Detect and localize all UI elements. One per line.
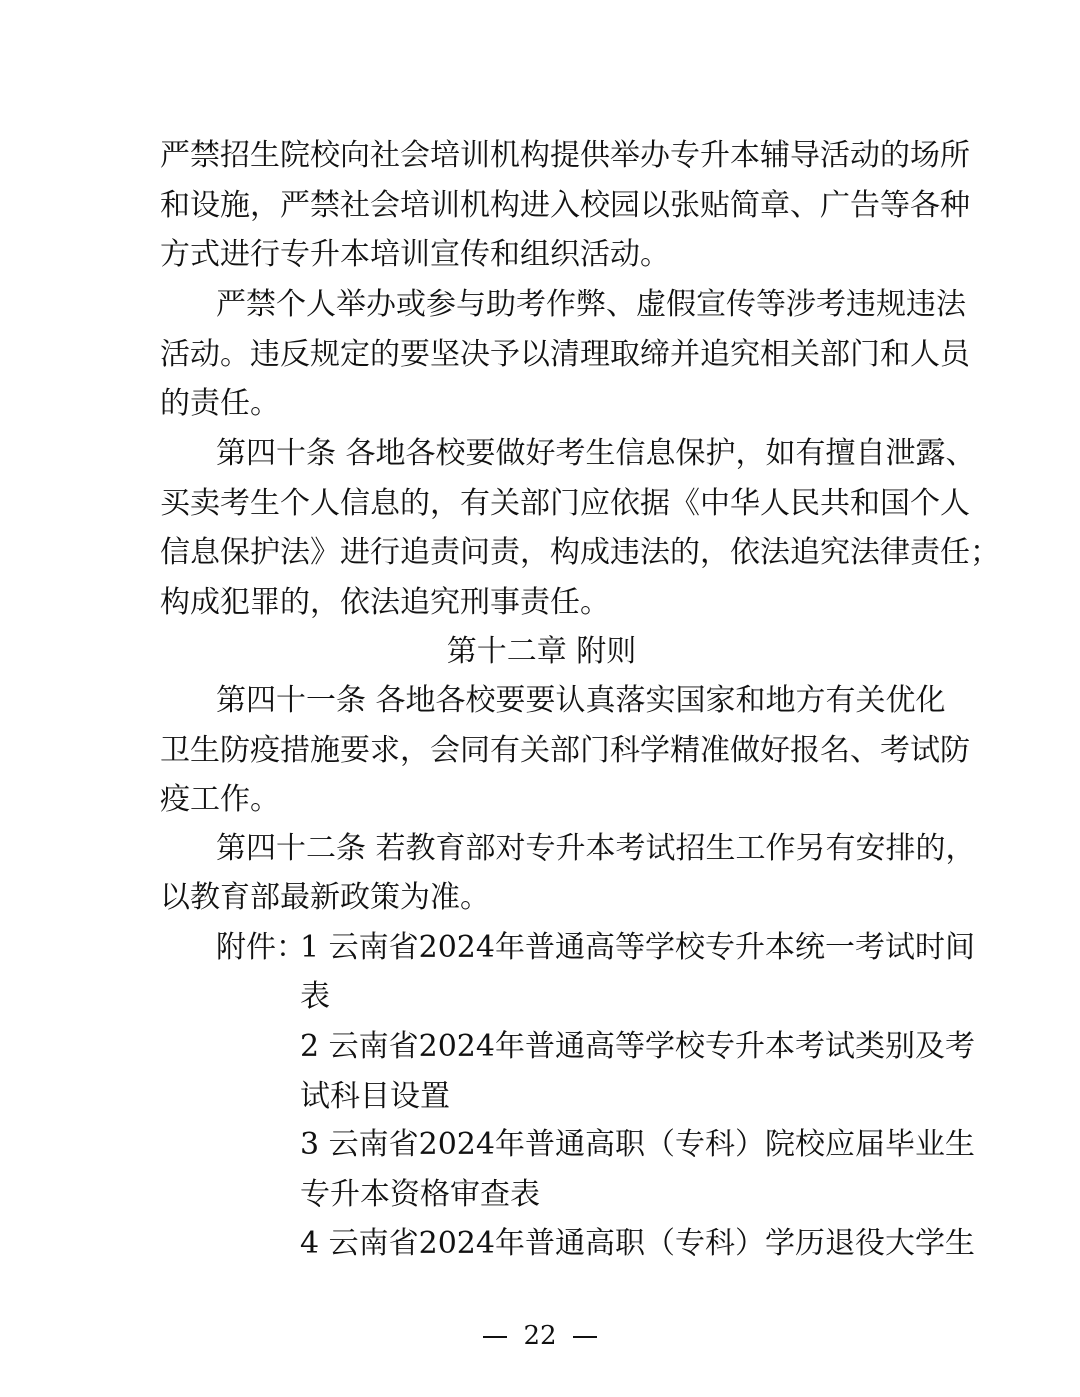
paragraph-line: 买卖考生个人信息的，有关部门应依据《中华人民共和国个人: [160, 486, 970, 521]
paragraph-line: 以教育部最新政策为准。: [160, 880, 490, 915]
attachment-item-3-cont: 专升本资格审查表: [300, 1177, 540, 1212]
page-number: 22: [523, 1321, 557, 1351]
article-40-line: 第四十条 各地各校要做好考生信息保护，如有擅自泄露、: [216, 436, 976, 471]
paragraph-line: 信息保护法》进行追责问责，构成违法的，依法追究法律责任；: [160, 535, 1000, 570]
article-41-line: 第四十一条 各地各校要要认真落实国家和地方有关优化: [216, 683, 946, 718]
paragraph-line: 严禁个人举办或参与助考作弊、虚假宣传等涉考违规违法: [216, 287, 966, 322]
attachment-item-1-cont: 表: [300, 979, 330, 1014]
attachment-item-2: 2 云南省2024年普通高等学校专升本考试类别及考: [300, 1029, 975, 1064]
paragraph-line: 方式进行专升本培训宣传和组织活动。: [160, 237, 670, 272]
paragraph-line: 活动。违反规定的要坚决予以清理取缔并追究相关部门和人员: [160, 337, 970, 372]
attachment-item-1: 1 云南省2024年普通高等学校专升本统一考试时间: [300, 930, 975, 965]
chapter-heading: 第十二章 附则: [446, 634, 637, 669]
article-42-line: 第四十二条 若教育部对专升本考试招生工作另有安排的，: [216, 831, 976, 866]
page-footer: [0, 1316, 1080, 1356]
attachments-label: 附件：: [216, 930, 306, 965]
paragraph-line: 严禁招生院校向社会培训机构提供举办专升本辅导活动的场所: [160, 138, 970, 173]
paragraph-line: 构成犯罪的，依法追究刑事责任。: [160, 585, 610, 620]
attachment-item-4: 4 云南省2024年普通高职（专科）学历退役大学生: [300, 1226, 975, 1261]
attachment-item-3: 3 云南省2024年普通高职（专科）院校应届毕业生: [300, 1127, 975, 1162]
paragraph-line: 卫生防疫措施要求，会同有关部门科学精准做好报名、考试防: [160, 733, 970, 768]
footer-dash-left: [483, 1336, 507, 1338]
paragraph-line: 疫工作。: [160, 782, 280, 817]
attachment-item-2-cont: 试科目设置: [300, 1079, 450, 1114]
footer-dash-right: [573, 1336, 597, 1338]
paragraph-line: 的责任。: [160, 386, 280, 421]
paragraph-line: 和设施，严禁社会培训机构进入校园以张贴简章、广告等各种: [160, 188, 970, 223]
